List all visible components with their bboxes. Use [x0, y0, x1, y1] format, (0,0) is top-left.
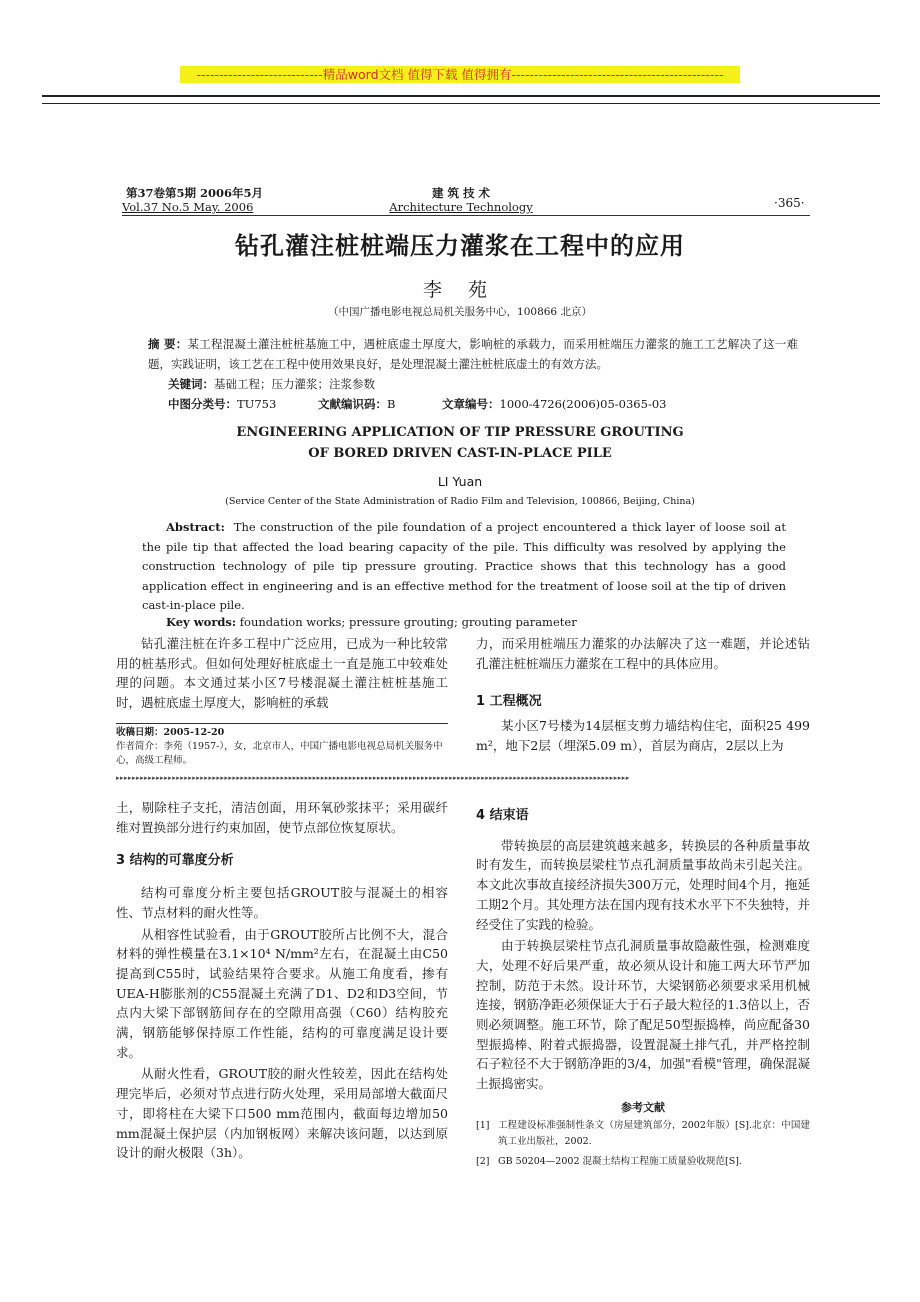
- keywords-en: [166, 614, 577, 630]
- column-break-divider: ▸▸▸▸▸▸▸▸▸▸▸▸▸▸▸▸▸▸▸▸▸▸▸▸▸▸▸▸▸▸▸▸▸▸▸▸▸▸▸▸▸▸▸▸▸▸▸▸▸▸▸▸▸▸▸▸▸▸▸▸▸▸▸▸▸▸▸▸▸▸▸▸▸▸▸▸▸▸▸▸▸▸▸▸▸▸▸▸▸▸▸▸▸▸▸▸▸▸▸▸▸▸▸▸▸▸▸▸▸▸▸▸▸▸▸▸▸▸▸▸▸▸▸▸▸▸▸▸: [116, 775, 630, 782]
- intro-paragraph: 钻孔灌注桩在许多工程中广泛应用，已成为一种比较常用的桩基形式。但如何处理好桩底虚土一直是施工中较难处理的问题。本文通过某小区7号楼混凝土灌注桩桩基施工时，遇桩底虚土厚度大，影响桩的承载: [116, 636, 448, 711]
- section-3-paragraph-1: 结构可靠度分析主要包括GROUT胶与混凝土的相容性、节点材料的耐火性等。: [116, 885, 448, 920]
- keywords-zh-text: 基础工程；压力灌浆；注浆参数: [214, 377, 375, 391]
- header-rule-top: [42, 95, 880, 97]
- keywords-en-label: Key words:: [166, 615, 237, 629]
- intro-continued: 力，而采用桩端压力灌浆的办法解决了这一难题，并论述钻孔灌注桩桩端压力灌浆在工程中的具体应用。: [476, 636, 810, 671]
- body-top-right: [476, 634, 810, 673]
- body-bottom-left: [116, 798, 448, 1163]
- section-1-body: [476, 716, 810, 755]
- volume-info-en: Vol.37 No.5 May. 2006: [122, 200, 254, 214]
- doc-code: [318, 396, 395, 412]
- body-top-left: [116, 634, 448, 713]
- article-number-label: 文章编号：: [442, 397, 500, 411]
- paper-title-en: [0, 422, 920, 464]
- footnote-bio: 作者简介：李苑（1957-），女，北京市人，中国广播电影电视总局机关服务中心，高级工程师。: [116, 741, 443, 766]
- reference-1: [476, 1118, 810, 1150]
- header-rule-bottom: [42, 103, 880, 104]
- volume-info-zh: 第37卷第5期 2006年5月: [126, 186, 264, 200]
- section-4-paragraph-2: 由于转换层梁柱节点孔洞质量事故隐蔽性强，检测难度大，处理不好后果严重，故必须从设计和施工两大环节严加控制，防范于未然。设计环节，大梁钢筋必须要求采用机械连接，钢筋净距必须保证大于石子最大粒径的1.3倍以上，否则必须调整。施工环节，除了配足50型振捣棒，尚应配备30型振捣棒、附着式振捣器，设置混凝土排气孔，并严格控制石子粒径不大于钢筋净距的3/4，加强"看模"管理，确保混凝土振捣密实。: [476, 938, 810, 1092]
- paper-title-en-line2: OF BORED DRIVEN CAST-IN-PLACE PILE: [308, 446, 612, 461]
- footnote-rule: [116, 723, 448, 724]
- header-underline: [122, 215, 810, 216]
- abstract-en-label: Abstract:: [166, 520, 225, 534]
- abstract-zh: [148, 334, 798, 374]
- journal-name-en: Architecture Technology: [389, 200, 533, 214]
- affiliation-zh: （中国广播电影电视总局机关服务中心，100866 北京）: [328, 306, 592, 318]
- journal-name-zh: 建 筑 技 术: [431, 186, 490, 200]
- affiliation-en: (Service Center of the State Administration of Radio Film and Television, 100866, Beijing, China): [225, 496, 695, 507]
- section-4-paragraph-1: 带转换层的高层建筑越来越多，转换层的各种质量事故时有发生，而转换层梁柱节点孔洞质量事故尚未引起关注。本文此次事故直接经济损失300万元，处理时间4个月，拖延工期2个月。其处理方法在国内现有技术水平下不失独特，并经受住了实践的检验。: [476, 837, 810, 932]
- download-banner: ----------------------------精品word文档 值得下载 值得拥有-----------------------------------------------: [180, 66, 740, 83]
- clc-number: [168, 396, 276, 412]
- keywords-zh: [168, 376, 375, 392]
- abstract-en: [142, 518, 786, 616]
- reference-1-number: [1]: [476, 1119, 490, 1131]
- section-4-heading: 4 结束语: [476, 808, 529, 823]
- reference-2-number: [2]: [476, 1155, 490, 1167]
- section-1-heading: 1 工程概况: [476, 694, 542, 709]
- continued-paragraph: 土，剔除柱子支托，清洁创面，用环氧砂浆抹平；采用碳纤维对置换部分进行约束加固，使节点部位恢复原状。: [116, 800, 448, 835]
- body-bottom-right: [476, 806, 810, 1170]
- references-title: 参考文献: [621, 1100, 665, 1114]
- keywords-zh-label: 关键词：: [168, 377, 214, 391]
- abstract-en-text: The construction of the pile foundation of a project encountered a thick layer of loose soil at the pile tip that affected the load bearing capacity of the pile. This difficulty was resolved by applying the construction technology of pile tip pressure grouting. Practice shows that this technology has a good application effect in engineering and is an effective method for the treatment of loose soil at the tip of driven cast-in-place pile.: [142, 520, 787, 612]
- doc-code-label: 文献编识码：: [318, 397, 387, 411]
- section-3-paragraph-2: 从相容性试验看，由于GROUT胶所占比例不大，混合材料的弹性模量在3.1×10⁴ N/mm²左右，在混凝土由C50提高到C55时，试验结果符合要求。从施工角度看，掺有UEA-H膨胀剂的C55混凝土充满了D1、D2和D3空间，节点内大梁下部钢筋间存在的空隙用高强（C60）结构胶充满，钢筋能够保持原工作性能，结构的可靠度满足设计要求。: [116, 926, 448, 1060]
- abstract-zh-label: 摘 要：: [148, 337, 188, 351]
- paper-title-zh: 钻孔灌注桩桩端压力灌浆在工程中的应用: [235, 232, 685, 260]
- abstract-zh-text: 某工程混凝土灌注桩桩基施工中，遇桩底虚土厚度大，影响桩的承载力，而采用桩端压力灌浆的施工工艺解决了这一难题，实践证明，该工艺在工程中使用效果良好，是处理混凝土灌注桩桩底虚土的有效方法。: [148, 337, 798, 371]
- author-zh: 李 苑: [422, 279, 498, 301]
- footnote: [116, 726, 456, 768]
- clc-value: TU753: [237, 397, 277, 411]
- reference-1-text: 工程建设标准强制性条文（房屋建筑部分，2002年版）[S].北京：中国建筑工业出版社，2002.: [498, 1119, 810, 1147]
- section-3-heading: 3 结构的可靠度分析: [116, 853, 234, 869]
- article-number: [442, 396, 666, 412]
- keywords-en-text: foundation works; pressure grouting; grouting parameter: [239, 615, 577, 629]
- reference-2: [476, 1154, 810, 1170]
- footnote-received: 收稿日期：2005-12-20: [116, 727, 225, 738]
- doc-code-value: B: [387, 397, 396, 411]
- section-3-paragraph-3: 从耐火性看，GROUT胶的耐火性较差，因此在结构处理完毕后，必须对节点进行防火处理，采用局部增大截面尺寸，即将柱在大梁下口500 mm范围内，截面每边增加50 mm混凝土保护层（内加钢板网）来解决该问题，以达到原设计的耐火极限（3h）。: [116, 1066, 448, 1161]
- clc-label: 中图分类号：: [168, 397, 237, 411]
- article-number-value: 1000-4726(2006)05-0365-03: [499, 397, 667, 411]
- author-en: LI Yuan: [437, 474, 483, 489]
- section-1-paragraph: 某小区7号楼为14层框支剪力墙结构住宅，面积25 499 m²，地下2层（埋深5.09 m），首层为商店，2层以上为: [476, 718, 810, 753]
- reference-2-text: GB 50204—2002 混凝土结构工程施工质量验收规范[S].: [498, 1155, 742, 1167]
- paper-title-en-line1: ENGINEERING APPLICATION OF TIP PRESSURE GROUTING: [236, 425, 684, 440]
- page-number: ·365·: [774, 196, 805, 210]
